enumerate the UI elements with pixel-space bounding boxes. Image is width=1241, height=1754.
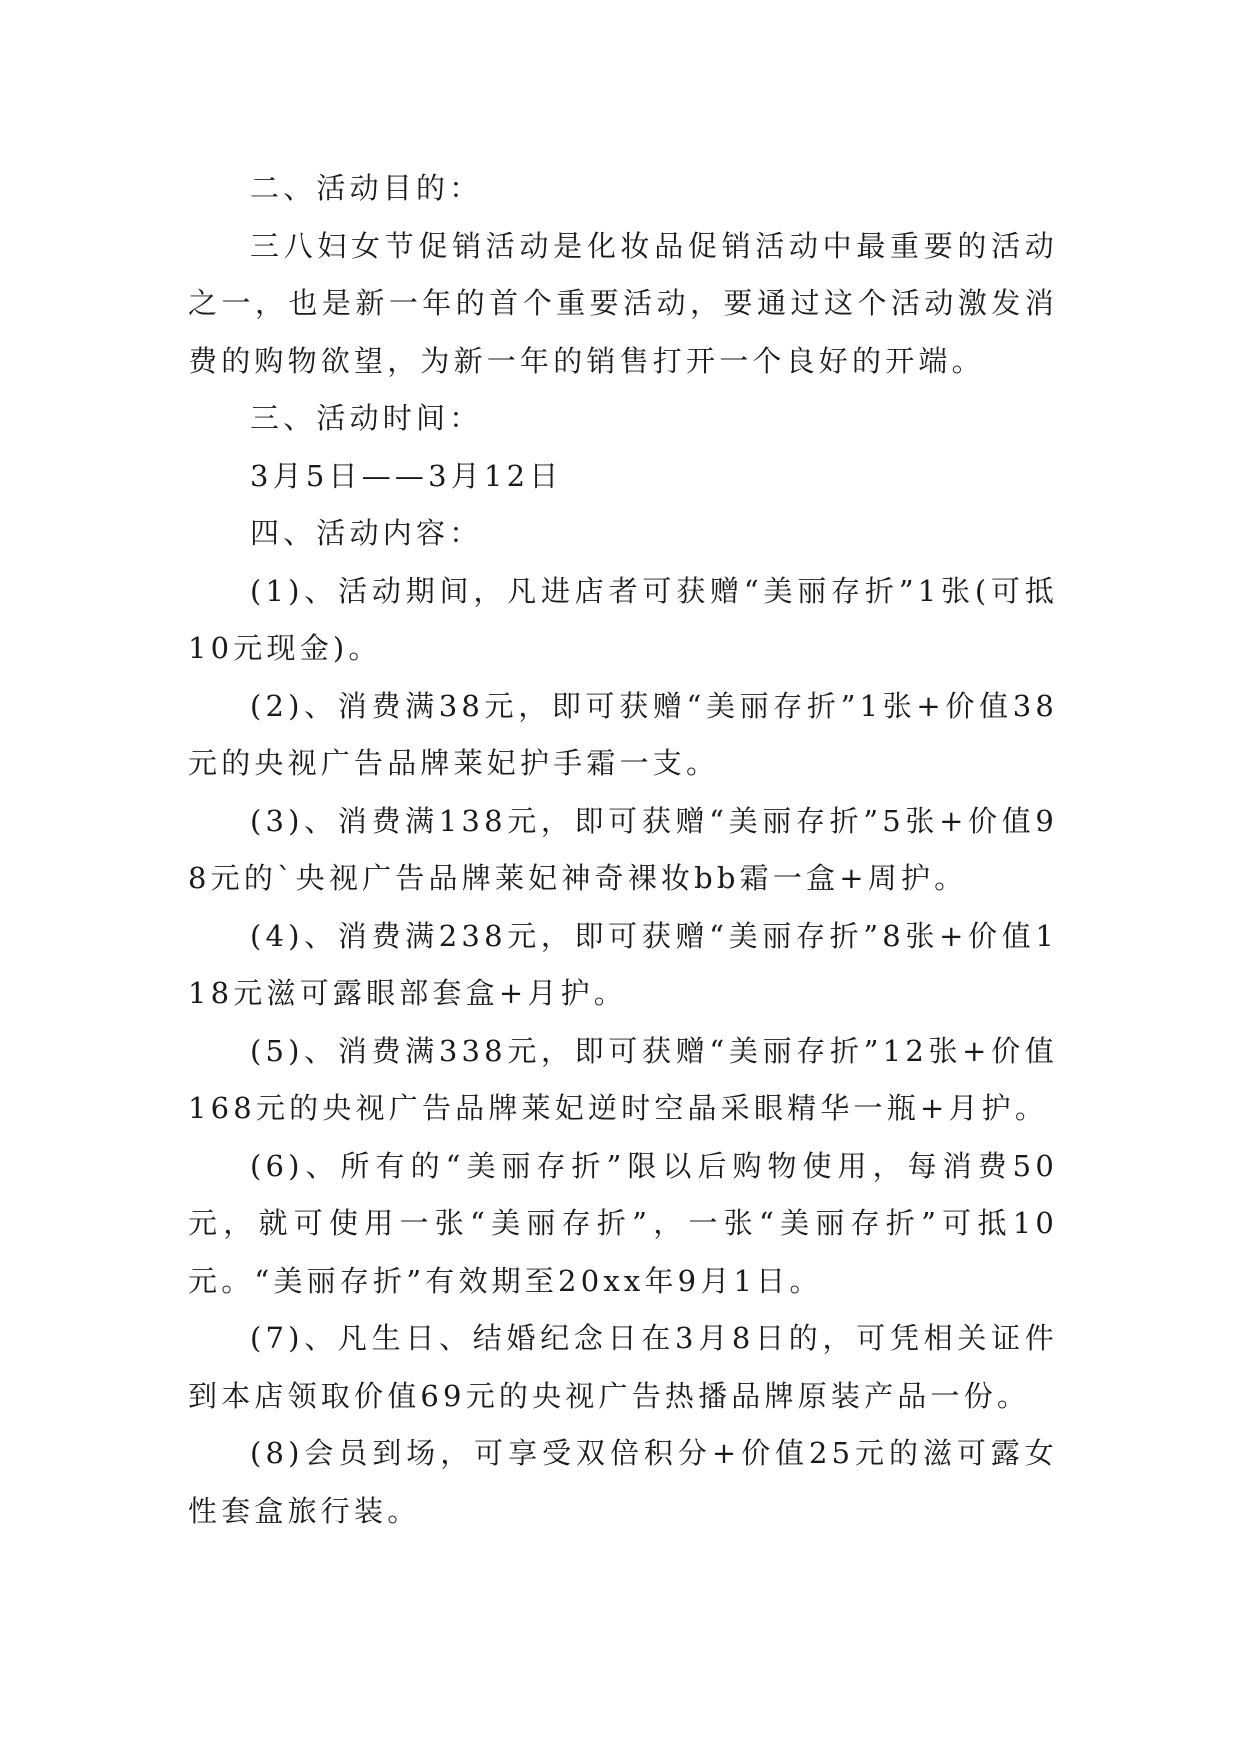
content-item-6: (6)、所有的“美丽存折”限以后购物使用，每消费50元，就可使用一张“美丽存折”，一张“美丽存折”可抵10元。“美丽存折”有效期至20xx年9月1日。 <box>188 1148 1058 1298</box>
document-page <box>188 160 1058 1540</box>
content-item-2: (2)、消费满38元，即可获赠“美丽存折”1张+价值38元的央视广告品牌莱妃护手霜一支。 <box>188 688 1058 780</box>
content-item-7: (7)、凡生日、结婚纪念日在3月8日的，可凭相关证件到本店领取价值69元的央视广告热播品牌原装产品一份。 <box>188 1321 1058 1413</box>
section-heading-purpose: 二、活动目的： <box>250 171 483 205</box>
content-item-4: (4)、消费满238元，即可获赠“美丽存折”8张+价值118元滋可露眼部套盒+月护。 <box>188 918 1058 1010</box>
content-item-1: (1)、活动期间，凡进店者可获赠“美丽存折”1张(可抵10元现金)。 <box>188 573 1058 665</box>
content-item-5: (5)、消费满338元，即可获赠“美丽存折”12张+价值168元的央视广告品牌莱妃逆时空晶采眼精华一瓶+月护。 <box>188 1033 1058 1125</box>
time-paragraph: 3月5日——3月12日 <box>250 458 563 493</box>
section-heading-time: 三、活动时间： <box>250 401 483 435</box>
section-heading-content: 四、活动内容： <box>250 516 483 550</box>
content-item-3: (3)、消费满138元，即可获赠“美丽存折”5张+价值98元的`央视广告品牌莱妃神奇裸妆bb霜一盒+周护。 <box>188 803 1058 895</box>
purpose-paragraph: 三八妇女节促销活动是化妆品促销活动中最重要的活动之一，也是新一年的首个重要活动，要通过这个活动激发消费的购物欲望，为新一年的销售打开一个良好的开端。 <box>188 228 1058 378</box>
content-item-8: (8)会员到场，可享受双倍积分+价值25元的滋可露女性套盒旅行装。 <box>188 1436 1058 1528</box>
